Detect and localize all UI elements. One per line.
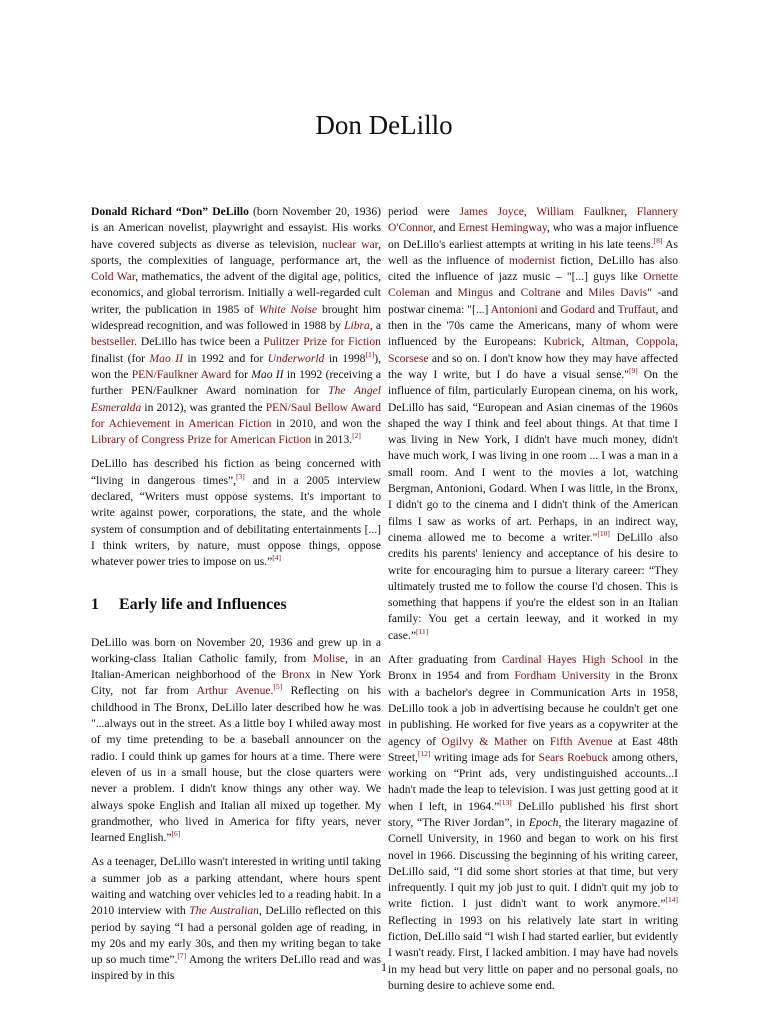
text-run: , and then in the '70s came the Americans, many of whom were influenced by the Europeans: <box>388 302 679 349</box>
citation-link[interactable]: [2] <box>352 431 361 441</box>
text-run: brought him widespread recognition, and was followed in 1988 by <box>91 302 381 333</box>
intro-paragraph <box>91 204 381 448</box>
text-run: ), won the <box>91 351 381 381</box>
text-run: in the Bronx with a bachelor's degree in Communication Arts in 1958, DeLillo took a job in advertising because he couldn't get one in publishing. He worked for five years as a copywriter at the agency of <box>388 669 678 748</box>
text-run: DeLillo also credits his parents' leniency and acceptance of his desire to write for encouraging him to pursue a literary career: “They ultimately trusted me to follow the course I'd chosen. This is something that happens if you're the eldest son in an Italian family: You get a certain leeway, and it worked in my case.” <box>388 530 678 642</box>
page-title: Don DeLillo <box>315 110 453 140</box>
inline-link[interactable]: Miles Davis <box>588 286 648 300</box>
italic-text: Mao II <box>251 367 284 381</box>
text-run: in 2012), was granted the <box>141 400 266 414</box>
text-run: , <box>624 205 637 218</box>
text-run: , <box>523 205 537 218</box>
inline-link[interactable]: William Faulkner <box>536 205 625 218</box>
citation-link[interactable]: [8] <box>653 235 663 245</box>
italic-link[interactable]: The Angel Esmeralda <box>91 384 381 414</box>
text-run: , mathematics, the advent of the digital age, politics, economics, and global terrorism. Initially a well-regarded cult writer, the publication in 1985 of <box>91 270 381 316</box>
text-run: Reflecting on his childhood in The Bronx, DeLillo later described how he was "...always out in the street. As a little boy I whiled away most of my time pretending to be a baseball announcer on the radio. I could think up games for hours at a time. There were eleven of us in a small house, but the close quarters were never a problem. I didn't know things any other way. We always spoke English and Italian all mixed up together. My grandmother, who lived in America for fifty years, never learned English.” <box>91 684 381 845</box>
section-title: Early life and Influences <box>119 595 287 613</box>
quote-paragraph <box>91 456 381 570</box>
inline-link[interactable]: Ornette Coleman <box>388 270 678 300</box>
text-run: for <box>231 367 252 381</box>
section-heading <box>91 595 381 615</box>
inline-link[interactable]: Antonioni <box>490 302 538 316</box>
text-run: . <box>270 684 274 698</box>
text-run: in 1998 <box>324 351 366 365</box>
citation-link[interactable]: [9] <box>629 366 638 376</box>
influences-paragraph <box>388 204 678 644</box>
text-run: Reflecting in 1993 on his relatively late start in writing fiction, DeLillo said “I wish I had started earlier, but evidently I wasn't ready. First, I lacked ambition. I may have had novels in my head but very little on paper and no personal goals, no burning desire to achieve some end. <box>388 913 678 992</box>
left-column <box>91 204 381 993</box>
citation-link[interactable]: [14] <box>665 895 678 905</box>
inline-link[interactable]: Bronx <box>281 668 311 682</box>
inline-link[interactable]: Altman <box>590 335 626 349</box>
text-run: and so on. I don't know how they may have affected the way I write, but I do have a visual sense." <box>388 351 678 381</box>
inline-link[interactable]: James Joyce <box>459 205 524 218</box>
text-run: . DeLillo has twice been a <box>134 335 264 349</box>
inline-link[interactable]: Kubrick <box>543 335 582 349</box>
page-number: 1 <box>381 960 387 974</box>
inline-link[interactable]: Ogilvy & Mather <box>441 734 528 748</box>
text-run: , in an Italian-American neighborhood of the <box>91 651 381 682</box>
text-run: and in a 2005 interview declared, “Writers must oppose systems. It's important to write against power, corporations, the state, and the whole system of consumption and of debilitating entertainments [...] I think writers, by nature, must oppose things, oppose whatever power tries to impose on us.” <box>91 473 381 569</box>
text-run: After graduating from <box>388 653 502 667</box>
inline-link[interactable]: modernist <box>508 253 556 267</box>
text-run: in 2013. <box>311 433 353 447</box>
inline-link[interactable]: Fifth Avenue <box>549 734 613 748</box>
text-run: , who was a major influence on DeLillo's earliest attempts at writing in his late teens. <box>388 221 678 251</box>
inline-link[interactable]: Arthur Avenue <box>196 684 271 698</box>
childhood-paragraph <box>91 635 381 847</box>
italic-link[interactable]: Mao II <box>149 351 183 365</box>
inline-link[interactable]: Sears Roebuck <box>538 750 609 764</box>
text-run: , <box>581 335 591 349</box>
text-run: , the literary magazine of Cornell University, in 1960 and began to work on his first novel in 1966. Discussing the beginning of his writing career, DeLillo said, “I did some short stories at that time, but very infrequently. I quit my job just to quit. I didn't quit my job to write fiction. I just didn't want to work anymore.” <box>388 815 678 911</box>
text-run: , DeLillo reflected on this period by saying “I had a personal golden age of reading, in my 20s and my early 30s, and then my writing began to take up so much time”. <box>91 904 381 967</box>
text-run: (born November 20, 1936) is an American novelist, playwright and essayist. His works have covered subjects as diverse as television, <box>91 205 381 251</box>
text-run: , a <box>369 319 381 333</box>
text-run: fiction, DeLillo has also cited the influence of jazz music – "[...] guys like <box>388 253 678 284</box>
text-run: As well as the influence of <box>388 237 678 267</box>
inline-link[interactable]: Coppola <box>635 335 676 349</box>
text-run: and <box>537 302 561 316</box>
inline-link[interactable]: Godard <box>560 302 596 316</box>
text-run: " -and postwar cinema: "[...] <box>388 286 679 316</box>
italic-text: Epoch <box>528 815 559 829</box>
text-run: at East 48th Street, <box>388 734 678 764</box>
inline-link[interactable]: Pulitzer Prize for Fiction <box>263 335 381 349</box>
inline-link[interactable]: Scorsese <box>388 351 429 365</box>
italic-link[interactable]: White Noise <box>258 302 318 316</box>
italic-link[interactable]: Underworld <box>267 351 325 365</box>
text-run: and <box>560 286 589 300</box>
inline-link[interactable]: Fordham University <box>514 669 611 683</box>
text-run: and <box>429 286 458 300</box>
citation-link[interactable]: [11] <box>416 626 429 636</box>
inline-link[interactable]: nuclear war <box>322 237 379 251</box>
text-run: in New York City, not far from <box>91 668 382 698</box>
citation-link[interactable]: [5] <box>273 682 283 692</box>
inline-link[interactable]: Cold War <box>91 270 136 284</box>
text-run: On the influence of film, particularly European cinema, on his work, DeLillo has said, “European and Asian cinemas of the 1960s shaped the way I think and feel about things. At that time I was living in New York, I didn't have much money, didn't have much work, I was living in one room ... I was a man in a small room. And I went to the movies a lot, watching Bergman, Antonioni, Godard. When I was little, in the Bronx, I didn't go to the cinema and I didn't think of the American films I saw as works of art. Perhaps, in an indirect way, cinema allowed me to become a writer." <box>388 367 678 544</box>
citation-link[interactable]: [12] <box>417 748 431 758</box>
inline-link[interactable]: Library of Congress Prize for American Fiction <box>91 433 312 447</box>
text-run: As a teenager, DeLillo wasn't interested in writing until taking a summer job as a parking attendant, where hours spent waiting and watching over vehicles led to a reading habit. In a 2010 interview with <box>91 855 381 918</box>
text-run: finalist (for <box>91 351 150 365</box>
text-run: writing image ads for <box>430 750 539 764</box>
text-run: , and <box>432 221 459 235</box>
inline-link[interactable]: PEN/Saul Bellow Award for Achievement in American Fiction <box>91 400 381 430</box>
text-run: DeLillo has described his fiction as being concerned with “living in dangerous times”, <box>91 457 381 487</box>
text-run: in 2010, and won the <box>271 416 381 430</box>
inline-link[interactable]: Flannery O'Connor <box>388 205 678 235</box>
inline-link[interactable]: Truffaut <box>617 302 656 316</box>
citation-link[interactable]: [13] <box>499 797 512 807</box>
citation-link[interactable]: [4] <box>272 553 282 563</box>
text-run: period were <box>388 205 460 218</box>
text-run: on <box>527 734 550 748</box>
citation-link[interactable]: [7] <box>177 951 187 961</box>
text-run: DeLillo was born on November 20, 1936 and grew up in a working-class Italian Catholic family, from <box>91 635 381 665</box>
text-run: and <box>492 286 521 300</box>
text-run: , <box>675 335 679 349</box>
inline-link[interactable]: Coltrane <box>520 286 561 300</box>
inline-link[interactable]: Mingus <box>457 286 493 300</box>
text-run: DeLillo published his first short story, “The River Jordan”, in <box>388 799 678 829</box>
citation-link[interactable]: [3] <box>236 471 245 481</box>
citation-link[interactable]: [10] <box>597 529 610 539</box>
text-run: in 1992 and for <box>182 351 268 365</box>
italic-link[interactable]: The Australian <box>189 904 259 918</box>
right-column <box>388 204 678 1002</box>
text-run: in 1992 (receiving a further PEN/Faulkner Award nomination for <box>91 367 382 398</box>
bold-text: Donald Richard “Don” DeLillo <box>91 205 249 218</box>
text-run: , <box>625 335 636 349</box>
section-number: 1 <box>91 595 99 613</box>
inline-link[interactable]: Ernest Hemingway <box>458 221 547 235</box>
citation-link[interactable]: [1] <box>365 349 375 359</box>
inline-link[interactable]: Cardinal Hayes High School <box>501 653 644 667</box>
text-run: in the Bronx in 1954 and from <box>388 653 678 683</box>
text-run: , sports, the complexities of language, performance art, the <box>91 237 381 267</box>
inline-link[interactable]: PEN/Faulkner Award <box>131 367 232 381</box>
career-paragraph <box>388 652 678 994</box>
italic-link[interactable]: Libra <box>344 319 370 333</box>
text-run: among others, working on “Print ads, very undistinguished accounts...I hadn't made the leap to television. I was just getting good at it when I left, in 1964.” <box>388 750 678 813</box>
inline-link[interactable]: bestseller <box>91 335 135 349</box>
inline-link[interactable]: Molise <box>312 651 345 665</box>
citation-link[interactable]: [6] <box>171 829 181 839</box>
text-run: and <box>595 302 618 316</box>
text-run: Among the writers DeLillo read and was inspired by in this <box>91 953 381 983</box>
